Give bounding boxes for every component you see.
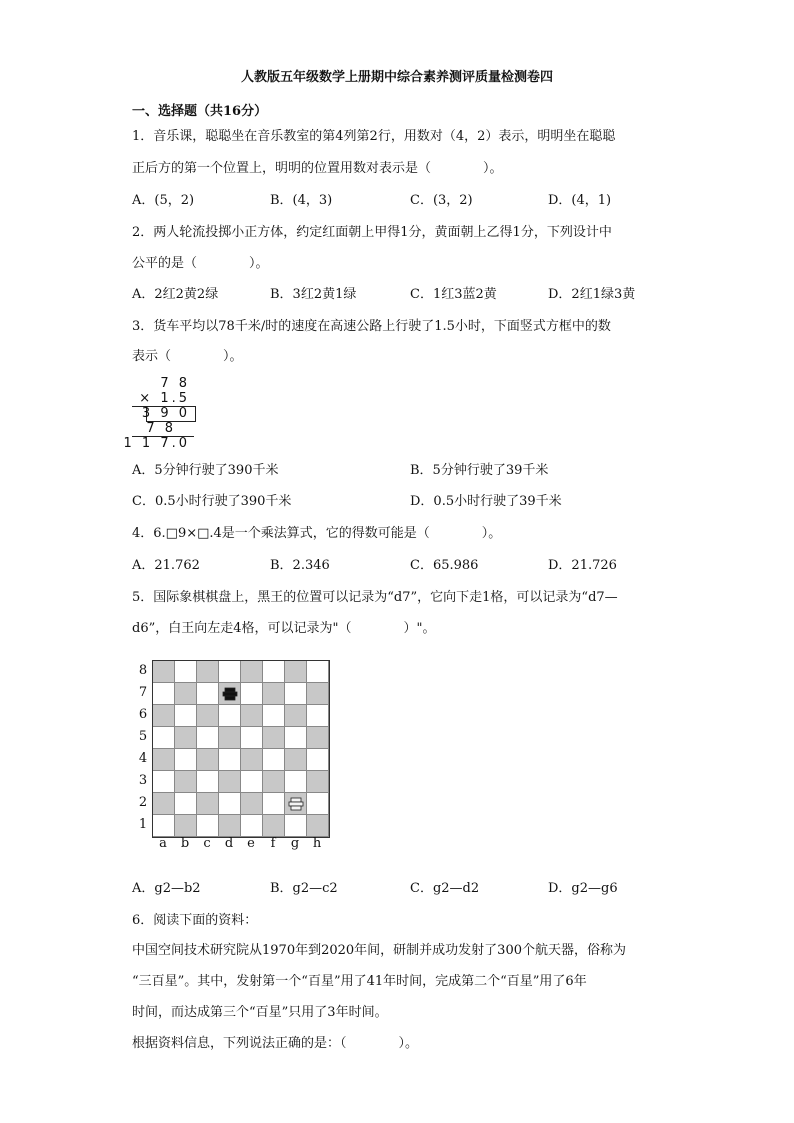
calc-row-product: 1 1 7.0 — [123, 436, 190, 451]
square-f4 — [263, 749, 285, 771]
square-d6 — [219, 705, 241, 727]
square-d2 — [219, 793, 241, 815]
q4-option-a[interactable]: A．21.762 — [132, 558, 200, 573]
square-b7 — [175, 683, 197, 705]
calc-row-partial-1: 3 9 0 — [141, 406, 190, 421]
q5-option-a[interactable]: A．g2—b2 — [132, 881, 201, 896]
page-title: 人教版五年级数学上册期中综合素养测评质量检测卷四 — [240, 70, 553, 85]
square-c3 — [197, 771, 219, 793]
square-b4 — [175, 749, 197, 771]
rank-label-1: 1 — [138, 817, 148, 832]
square-d4 — [219, 749, 241, 771]
square-a4 — [153, 749, 175, 771]
chess-board — [152, 660, 330, 838]
q1-option-b[interactable]: B．(4，3) — [270, 193, 333, 208]
q1-option-d[interactable]: D．(4，1) — [548, 193, 612, 208]
square-a7 — [153, 683, 175, 705]
square-h3 — [307, 771, 329, 793]
square-c4 — [197, 749, 219, 771]
square-c8 — [197, 661, 219, 683]
square-h1 — [307, 815, 329, 837]
square-f6 — [263, 705, 285, 727]
square-f7 — [263, 683, 285, 705]
square-b1 — [175, 815, 197, 837]
square-c5 — [197, 727, 219, 749]
question-5-text: 5．国际象棋棋盘上，黑王的位置可以记录为“d7”，它向下走1格，可以记录为“d7— — [132, 590, 618, 605]
q3-option-a[interactable]: A．5分钟行驶了390千米 — [132, 463, 279, 478]
square-c7 — [197, 683, 219, 705]
square-d3 — [219, 771, 241, 793]
q3-option-d[interactable]: D．0.5小时行驶了39千米 — [410, 494, 562, 509]
question-3-text: 3．货车平均以78千米/时的速度在高速公路上行驶了1.5小时，下面竖式方框中的数 — [132, 319, 611, 334]
square-e6 — [241, 705, 263, 727]
square-c2 — [197, 793, 219, 815]
calc-row-partial-2: 7 8 — [146, 421, 176, 436]
file-label-c: c — [203, 836, 211, 851]
file-label-e: e — [247, 836, 255, 851]
square-f8 — [263, 661, 285, 683]
calc-row-multiplicand: 7 8 — [160, 376, 190, 391]
square-d5 — [219, 727, 241, 749]
white-king-icon — [288, 797, 304, 815]
question-2-text-cont: 公平的是（ ）。 — [132, 256, 269, 271]
question-3-text-cont: 表示（ ）。 — [132, 349, 243, 364]
square-b3 — [175, 771, 197, 793]
square-g6 — [285, 705, 307, 727]
square-e4 — [241, 749, 263, 771]
question-1-text-cont: 正后方的第一个位置上，明明的位置用数对表示是（ ）。 — [132, 161, 503, 176]
square-a5 — [153, 727, 175, 749]
file-label-f: f — [270, 836, 276, 851]
black-king-icon — [222, 687, 238, 705]
file-label-g: g — [290, 836, 300, 851]
square-g7 — [285, 683, 307, 705]
question-5-text-cont: d6”，白王向左走4格，可以记录为"（ ）"。 — [132, 621, 436, 636]
calc-row-multiplier: × 1.5 — [139, 391, 190, 406]
q1-option-c[interactable]: C．(3，2) — [410, 193, 473, 208]
square-g1 — [285, 815, 307, 837]
section-heading: 一、选择题（共16分） — [132, 104, 268, 119]
square-c1 — [197, 815, 219, 837]
question-6-text: 6．阅读下面的资料： — [132, 913, 258, 928]
file-label-a: a — [159, 836, 167, 851]
file-label-h: h — [312, 836, 322, 851]
square-f2 — [263, 793, 285, 815]
square-g5 — [285, 727, 307, 749]
q1-option-a[interactable]: A．(5，2) — [132, 193, 195, 208]
square-a2 — [153, 793, 175, 815]
rank-label-8: 8 — [138, 663, 148, 678]
square-h8 — [307, 661, 329, 683]
square-h6 — [307, 705, 329, 727]
question-1-text: 1．音乐课，聪聪坐在音乐教室的第4列第2行，用数对（4，2）表示，明明坐在聪聪 — [132, 129, 616, 144]
square-e8 — [241, 661, 263, 683]
file-label-d: d — [224, 836, 234, 851]
question-4-text: 4．6.□9×□.4是一个乘法算式，它的得数可能是（ ）。 — [132, 526, 502, 541]
square-b6 — [175, 705, 197, 727]
q2-option-b[interactable]: B．3红2黄1绿 — [270, 287, 357, 302]
rank-label-3: 3 — [138, 773, 148, 788]
square-g8 — [285, 661, 307, 683]
square-d8 — [219, 661, 241, 683]
question-2-text: 2．两人轮流投掷小正方体，约定红面朝上甲得1分，黄面朝上乙得1分，下列设计中 — [132, 225, 612, 240]
q4-option-c[interactable]: C．65.986 — [410, 558, 479, 573]
rank-label-4: 4 — [138, 751, 148, 766]
reading-paragraph-line-3: 时间，而达成第三个“百星”只用了3年时间。 — [132, 1005, 388, 1020]
q4-option-b[interactable]: B．2.346 — [270, 558, 330, 573]
square-c6 — [197, 705, 219, 727]
square-g2 — [285, 793, 307, 815]
square-b2 — [175, 793, 197, 815]
square-f5 — [263, 727, 285, 749]
reading-paragraph-line-1: 中国空间技术研究院从1970年到2020年间，研制并成功发射了300个航天器，俗称为 — [132, 943, 626, 958]
square-d1 — [219, 815, 241, 837]
q5-option-b[interactable]: B．g2—c2 — [270, 881, 338, 896]
square-h7 — [307, 683, 329, 705]
q5-option-d[interactable]: D．g2—g6 — [548, 881, 618, 896]
rank-label-6: 6 — [138, 707, 148, 722]
square-h5 — [307, 727, 329, 749]
q2-option-d[interactable]: D．2红1绿3黄 — [548, 287, 636, 302]
square-a8 — [153, 661, 175, 683]
square-h2 — [307, 793, 329, 815]
square-e5 — [241, 727, 263, 749]
square-b8 — [175, 661, 197, 683]
reading-paragraph-line-2: “三百星”。其中，发射第一个“百星”用了41年时间，完成第二个“百星”用了6年 — [132, 974, 587, 989]
square-d7 — [219, 683, 241, 705]
square-a3 — [153, 771, 175, 793]
q2-option-a[interactable]: A．2红2黄2绿 — [132, 287, 219, 302]
rank-label-5: 5 — [138, 729, 148, 744]
square-g3 — [285, 771, 307, 793]
square-e7 — [241, 683, 263, 705]
square-h4 — [307, 749, 329, 771]
square-f3 — [263, 771, 285, 793]
q4-option-d[interactable]: D．21.726 — [548, 558, 617, 573]
question-6-prompt: 根据资料信息，下列说法正确的是：（ ）。 — [132, 1036, 419, 1051]
square-a6 — [153, 705, 175, 727]
q3-option-c[interactable]: C．0.5小时行驶了390千米 — [132, 494, 292, 509]
file-label-b: b — [180, 836, 190, 851]
square-e2 — [241, 793, 263, 815]
q5-option-c[interactable]: C．g2—d2 — [410, 881, 480, 896]
square-e1 — [241, 815, 263, 837]
square-b5 — [175, 727, 197, 749]
rank-label-7: 7 — [138, 685, 148, 700]
q3-option-b[interactable]: B．5分钟行驶了39千米 — [410, 463, 549, 478]
rank-label-2: 2 — [138, 795, 148, 810]
square-a1 — [153, 815, 175, 837]
q2-option-c[interactable]: C．1红3蓝2黄 — [410, 287, 497, 302]
square-e3 — [241, 771, 263, 793]
square-g4 — [285, 749, 307, 771]
square-f1 — [263, 815, 285, 837]
